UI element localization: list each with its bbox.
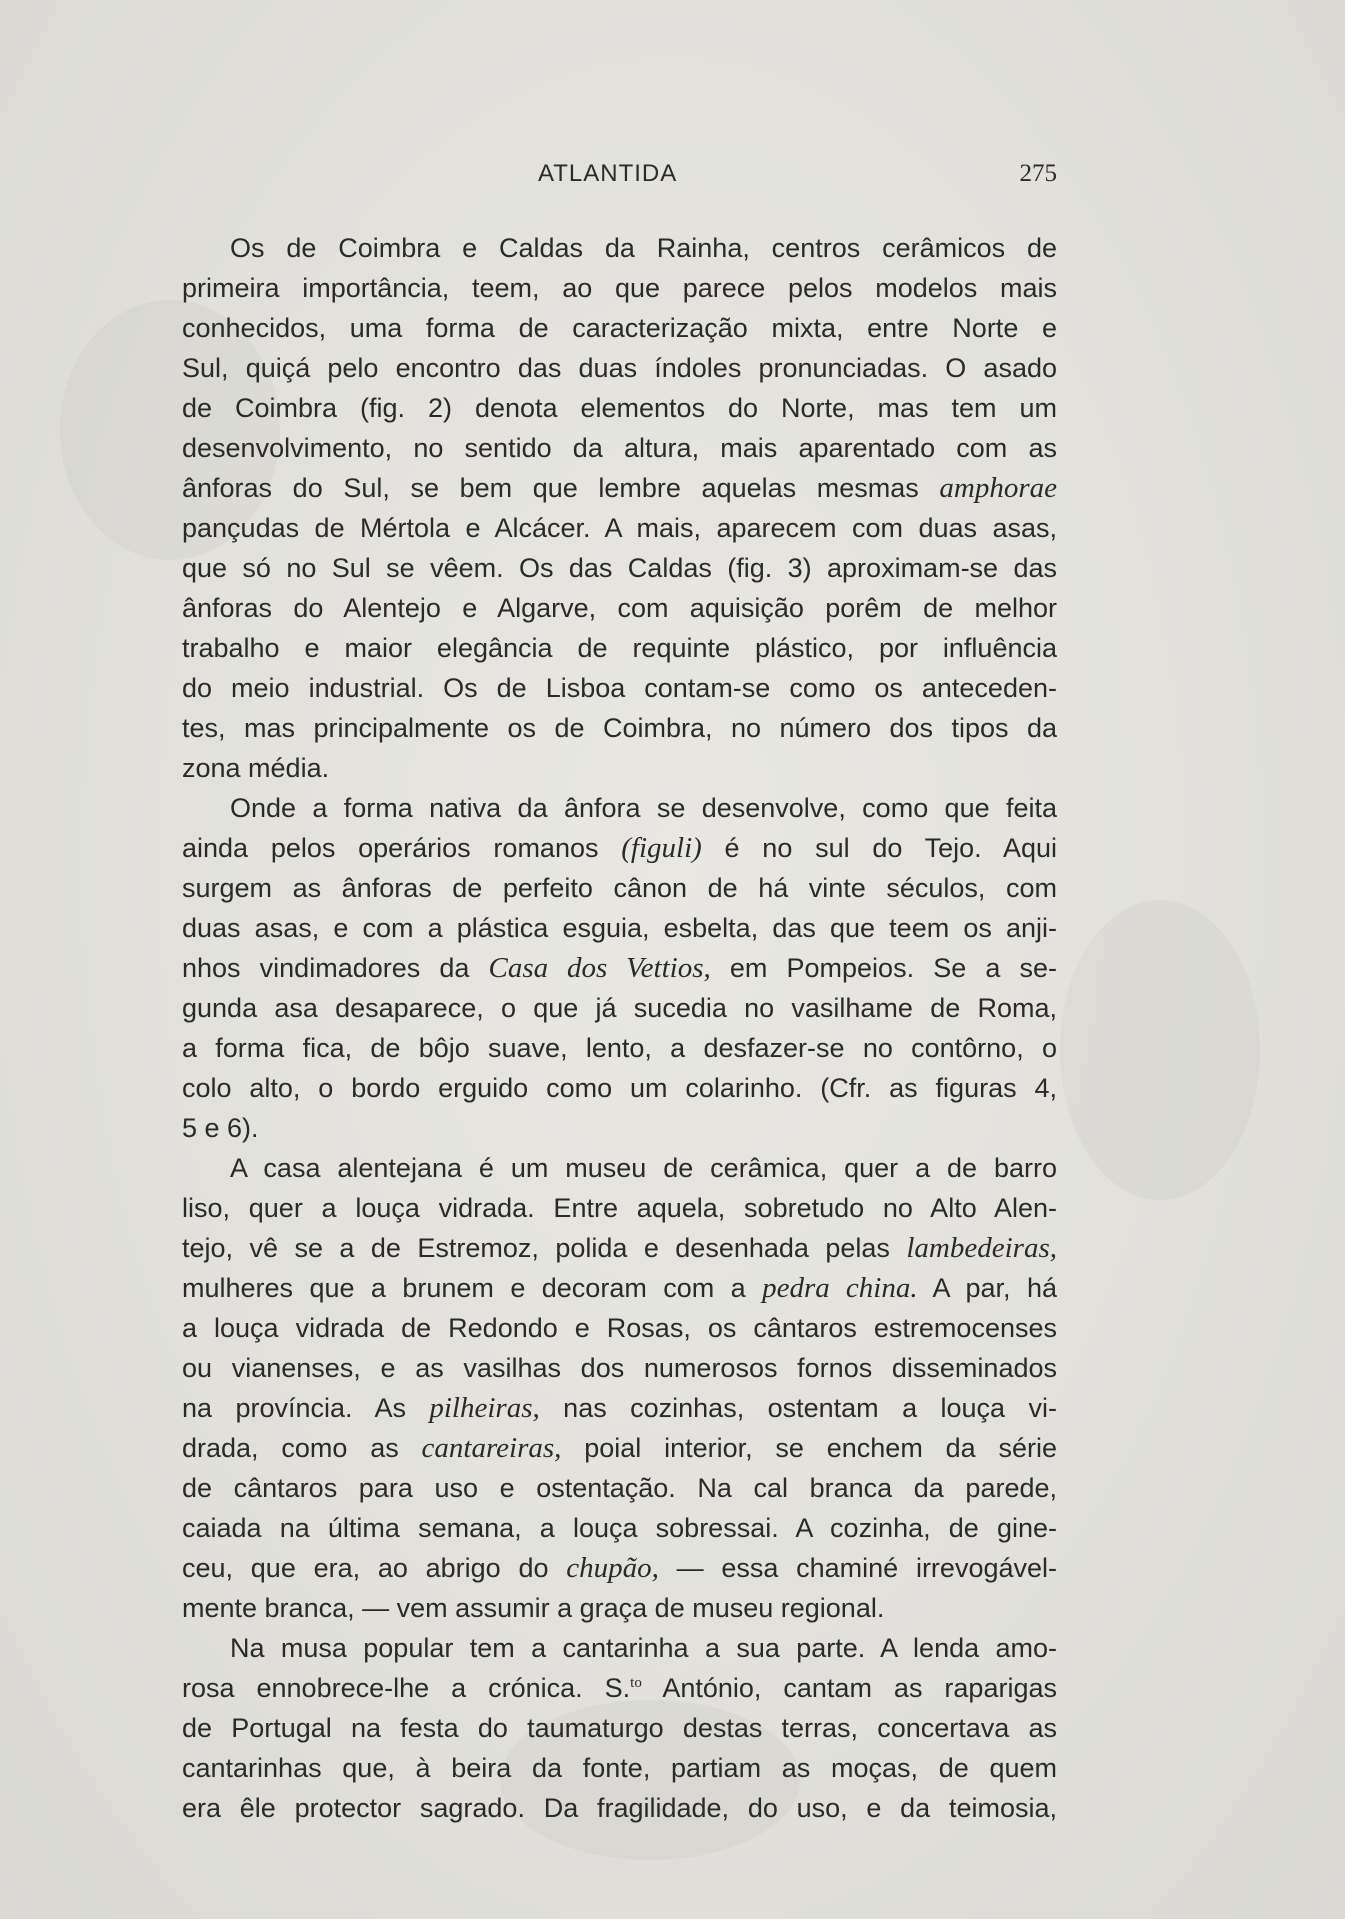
text-line: pançudas de Mértola e Alcácer. A mais, aparecem com duas asas, (182, 513, 1057, 543)
text-line: na província. As pilheiras, nas cozinhas, ostentam a louça vi- (182, 1392, 1057, 1424)
text-line: colo alto, o bordo erguido como um colarinho. (Cfr. as figuras 4, (182, 1073, 1057, 1103)
text-line: nhos vindimadores da Casa dos Vettios, em Pompeios. Se a se- (182, 952, 1057, 984)
body-text (182, 228, 1057, 1828)
running-title: ATLANTIDA (538, 160, 678, 187)
text-line: de Coimbra (fig. 2) denota elementos do Norte, mas tem um (182, 393, 1057, 423)
text-line: cantarinhas que, à beira da fonte, partiam as moças, de quem (182, 1753, 1057, 1783)
text-line: 5 e 6). (182, 1113, 259, 1143)
text-line: do meio industrial. Os de Lisboa contam-se como os anteceden- (182, 673, 1057, 703)
text-line: mulheres que a brunem e decoram com a pedra china. A par, há (182, 1272, 1057, 1304)
text-line: ânforas do Alentejo e Algarve, com aquisição porêm de melhor (182, 593, 1057, 623)
text-line: A casa alentejana é um museu de cerâmica, quer a de barro (230, 1153, 1057, 1183)
text-line: Na musa popular tem a cantarinha a sua parte. A lenda amo- (230, 1633, 1057, 1663)
text-line: mente branca, — vem assumir a graça de museu regional. (182, 1593, 885, 1623)
text-line: era êle protector sagrado. Da fragilidade, do uso, e da teimosia, (182, 1793, 1057, 1823)
text-line: que só no Sul se vêem. Os das Caldas (fig. 3) aproximam-se das (182, 553, 1057, 583)
text-line: trabalho e maior elegância de requinte plástico, por influência (182, 633, 1057, 663)
text-line: zona média. (182, 753, 330, 783)
text-line: liso, quer a louça vidrada. Entre aquela, sobretudo no Alto Alen- (182, 1193, 1057, 1223)
text-line: caiada na última semana, a louça sobressai. A cozinha, de gine- (182, 1513, 1057, 1543)
running-header (182, 160, 1057, 190)
text-line: ceu, que era, ao abrigo do chupão, — essa chaminé irrevogável- (182, 1552, 1057, 1584)
text-line: Sul, quiçá pelo encontro das duas índoles pronunciadas. O asado (182, 353, 1057, 383)
text-line: desenvolvimento, no sentido da altura, mais aparentado com as (182, 433, 1057, 463)
text-line: gunda asa desaparece, o que já sucedia no vasilhame de Roma, (182, 993, 1057, 1023)
text-line: drada, como as cantareiras, poial interior, se enchem da série (182, 1432, 1057, 1464)
paper-stain (1060, 900, 1260, 1200)
text-line: primeira importância, teem, ao que parece pelos modelos mais (182, 273, 1057, 303)
text-line: Onde a forma nativa da ânfora se desenvolve, como que feita (230, 793, 1057, 823)
text-line: ou vianenses, e as vasilhas dos numerosos fornos disseminados (182, 1353, 1057, 1383)
text-line: a forma fica, de bôjo suave, lento, a desfazer-se no contôrno, o (182, 1033, 1057, 1063)
text-line: de Portugal na festa do taumaturgo destas terras, concertava as (182, 1713, 1057, 1743)
text-line: rosa ennobrece-lhe a crónica. S.$^{to}$ António, cantam as raparigas (182, 1673, 1057, 1703)
text-line: duas asas, e com a plástica esguia, esbelta, das que teem os anji- (182, 913, 1057, 943)
page-number: 275 (1019, 160, 1057, 187)
text-line: ânforas do Sul, se bem que lembre aquelas mesmas amphorae (182, 472, 1057, 504)
text-line: Os de Coimbra e Caldas da Rainha, centros cerâmicos de (230, 233, 1057, 263)
text-line: conhecidos, uma forma de caracterização mixta, entre Norte e (182, 313, 1057, 343)
text-line: de cântaros para uso e ostentação. Na cal branca da parede, (182, 1473, 1057, 1503)
text-line: ainda pelos operários romanos (figuli) é no sul do Tejo. Aqui (182, 832, 1057, 864)
text-line: a louça vidrada de Redondo e Rosas, os cântaros estremocenses (182, 1313, 1057, 1343)
text-line: tejo, vê se a de Estremoz, polida e desenhada pelas lambedeiras, (182, 1232, 1057, 1264)
text-line: tes, mas principalmente os de Coimbra, no número dos tipos da (182, 713, 1057, 743)
text-line: surgem as ânforas de perfeito cânon de há vinte séculos, com (182, 873, 1057, 903)
